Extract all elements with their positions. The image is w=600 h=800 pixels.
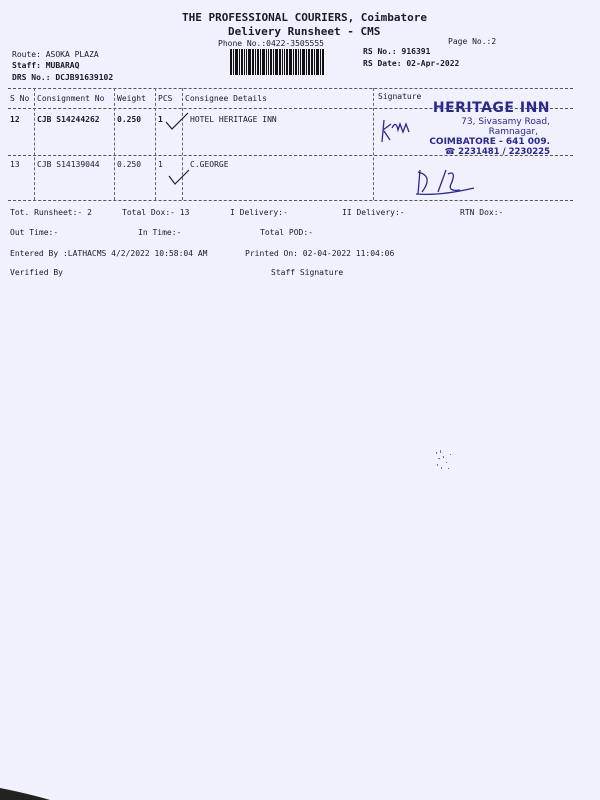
col-header-sno: S No	[10, 94, 30, 103]
in-time: In Time:-	[138, 228, 182, 237]
stamp-line1: 73, Sivasamy Road,	[461, 117, 550, 127]
handwritten-signature-icon	[410, 164, 480, 198]
phone-number: Phone No.:0422-3505555	[218, 39, 324, 48]
row-weight: 0.250	[117, 160, 142, 169]
col-header-pcs: PCS	[158, 94, 173, 103]
tick-mark-icon	[166, 166, 192, 188]
barcode	[230, 49, 336, 75]
handwritten-signature-icon	[378, 116, 418, 146]
tick-mark-icon	[162, 110, 192, 132]
stamp-line4: ☎ 2231481 / 2230225	[444, 147, 550, 157]
document-title: Delivery Runsheet - CMS	[228, 25, 381, 38]
col-header-signature: Signature	[378, 92, 422, 101]
route: Route: ASOKA PLAZA	[12, 50, 99, 59]
stamp-name: HERITAGE INN	[432, 100, 550, 116]
row-consignee: C.GEORGE	[190, 160, 229, 169]
verified-by: Verified By	[10, 268, 63, 277]
hotel-stamp	[405, 100, 550, 157]
col-header-weight: Weight	[117, 94, 146, 103]
out-time: Out Time:-	[10, 228, 59, 237]
stamp-line3: COIMBATORE - 641 009.	[429, 137, 550, 147]
staff: Staff: MUBARAQ	[12, 61, 80, 70]
row-pcs: 1	[158, 160, 163, 169]
i-delivery: I Delivery:-	[230, 208, 288, 217]
row-consignment: CJB S14139044	[37, 160, 100, 169]
row-sno: 12	[10, 115, 20, 124]
total-dox: Total Dox:- 13	[122, 208, 190, 217]
page-number: Page No.:2	[448, 37, 497, 46]
row-weight: 0.250	[117, 115, 142, 124]
scan-noise	[434, 448, 464, 474]
total-pod: Total POD:-	[260, 228, 313, 237]
rs-date: RS Date: 02-Apr-2022	[363, 59, 460, 68]
row-pcs: 1	[158, 115, 163, 124]
rtn-dox: RTN Dox:-	[460, 208, 504, 217]
col-header-consignment: Consignment No	[37, 94, 105, 103]
scan-edge	[0, 780, 60, 800]
stamp-line2: Ramnagar,	[488, 127, 538, 137]
drs-number: DRS No.: DCJB91639102	[12, 73, 114, 82]
row-sno: 13	[10, 160, 20, 169]
total-runsheet: Tot. Runsheet:- 2	[10, 208, 92, 217]
ii-delivery: II Delivery:-	[342, 208, 405, 217]
row-consignee: HOTEL HERITAGE INN	[190, 115, 277, 124]
printed-on: Printed On: 02-04-2022 11:04:06	[245, 249, 395, 258]
staff-signature: Staff Signature	[271, 268, 344, 277]
row-consignment: CJB S14244262	[37, 115, 100, 124]
company-title: THE PROFESSIONAL COURIERS, Coimbatore	[182, 11, 428, 24]
rs-number: RS No.: 916391	[363, 47, 431, 56]
col-header-consignee: Consignee Details	[185, 94, 267, 103]
entered-by: Entered By :LATHACMS 4/2/2022 10:58:04 AM	[10, 249, 208, 258]
